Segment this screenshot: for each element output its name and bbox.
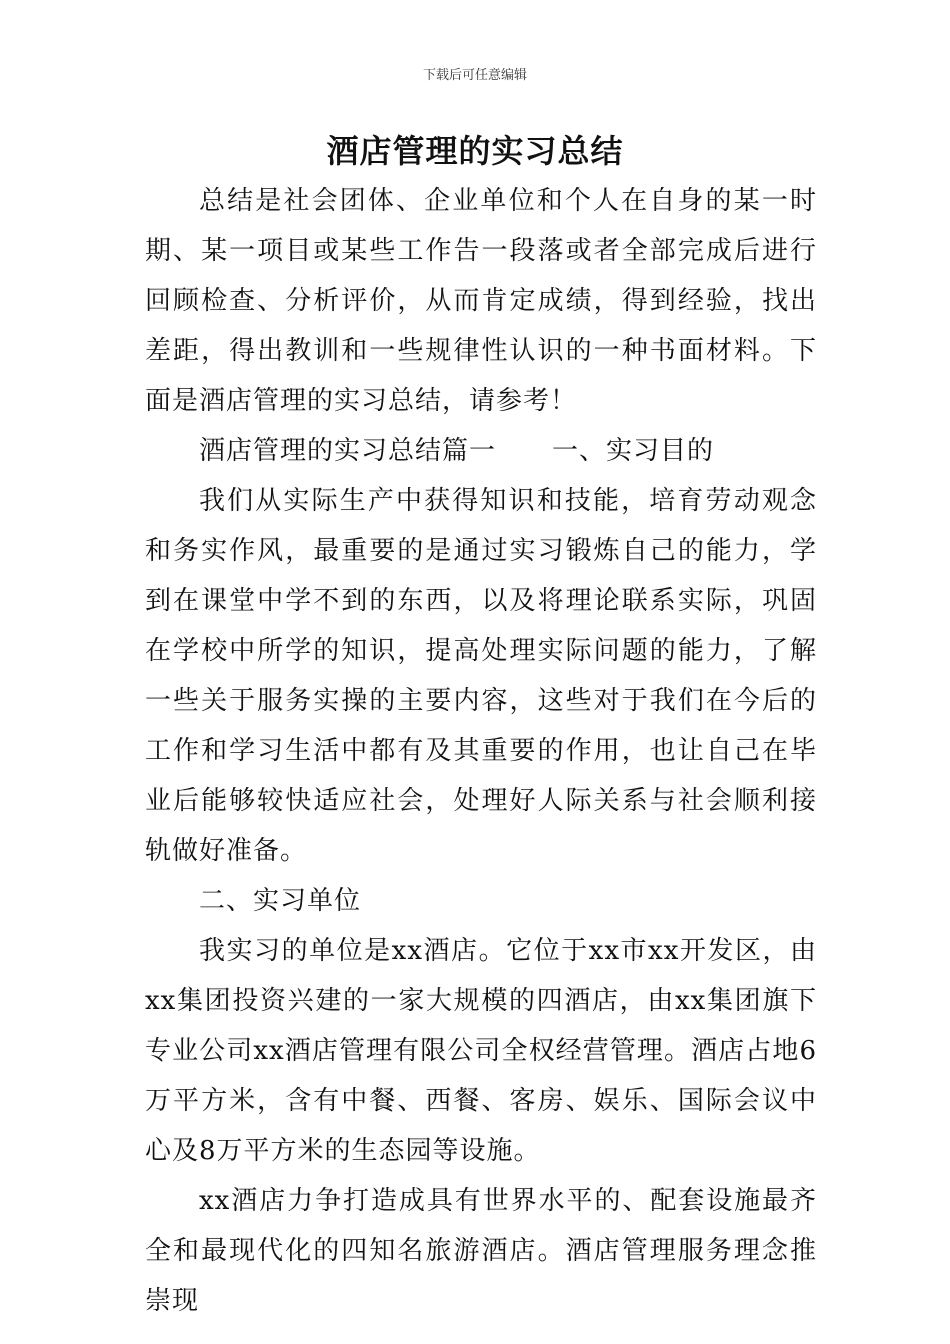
section1-heading: 一、实习目的 [552, 436, 715, 466]
chapter-title: 酒店管理的实习总结篇一 [199, 436, 497, 466]
intro-paragraph: 总结是社会团体、企业单位和个人在自身的某一时期、某一项目或某些工作告一段落或者全部完成后进行回顾检查、分析评价，从而肯定成绩，得到经验，找出差距，得出教训和一些规律性认识的一种书面材料。下面是酒店管理的实习总结，请参考！ [145, 186, 817, 416]
header-note: 下载后可任意编辑 [422, 68, 527, 83]
document-body [145, 176, 817, 1326]
chapter-heading-line [145, 426, 817, 476]
section1-paragraph: 我们从实际生产中获得知识和技能，培育劳动观念和务实作风，最重要的是通过实习锻炼自己的能力，学到在课堂中学不到的东西，以及将理论联系实际，巩固在学校中所学的知识，提高处理实际问题的能力，了解一些关于服务实操的主要内容，这些对于我们在今后的工作和学习生活中都有及其重要的作用，也让自己在毕业后能够较快适应社会，处理好人际关系与社会顺利接轨做好准备。 [145, 486, 817, 866]
section2-paragraph-1: 我实习的单位是xx酒店。它位于xx市xx开发区，由xx集团投资兴建的一家大规模的四酒店，由xx集团旗下专业公司xx酒店管理有限公司全权经营管理。酒店占地6万平方米，含有中餐、西餐、客房、娱乐、国际会议中心及8万平方米的生态园等设施。 [145, 936, 817, 1166]
section2-paragraph-2: xx酒店力争打造成具有世界水平的、配套设施最齐全和最现代化的四知名旅游酒店。酒店管理服务理念推崇现 [145, 1186, 817, 1316]
section2-heading: 二、实习单位 [199, 886, 362, 916]
document-title: 酒店管理的实习总结 [326, 132, 624, 170]
